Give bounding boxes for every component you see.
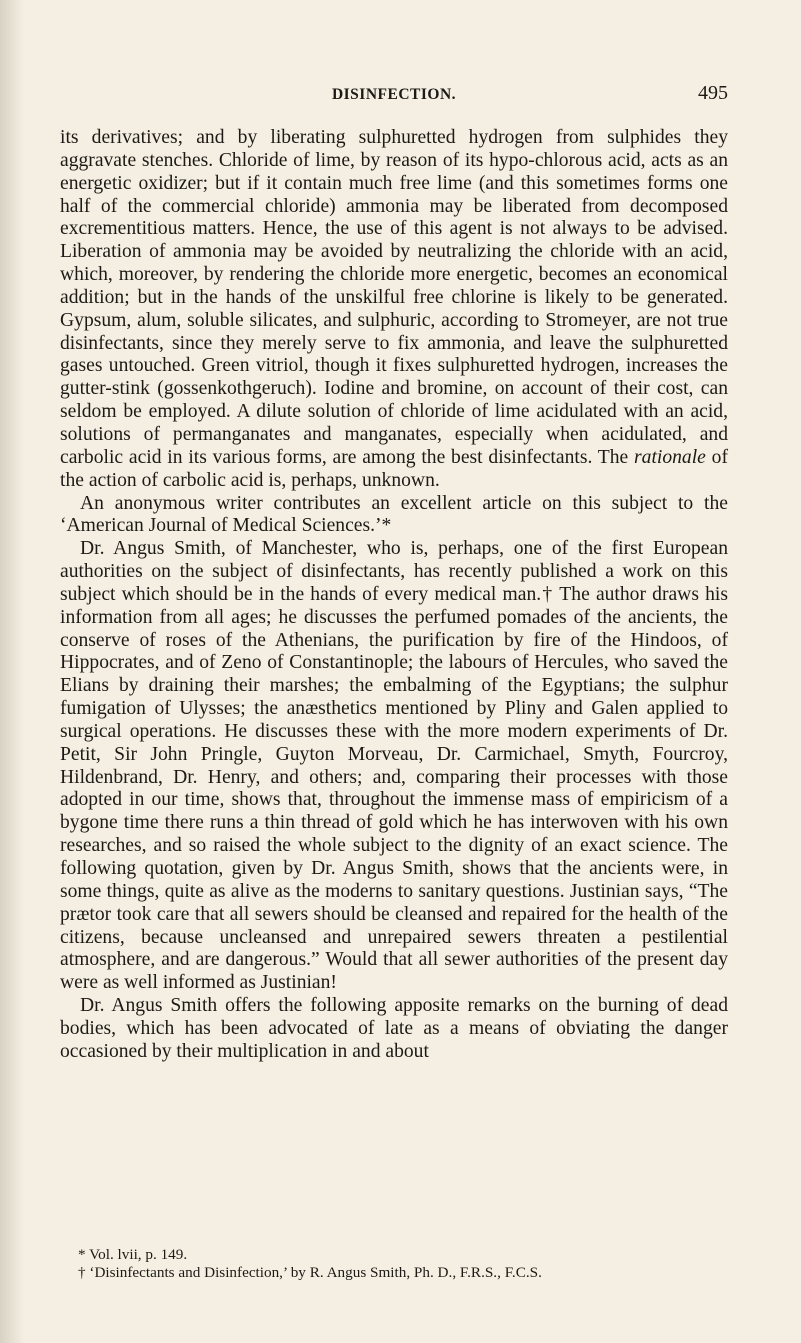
- body-text: [60, 127, 728, 1064]
- running-header: [60, 82, 728, 110]
- page-edge-shadow: [0, 0, 24, 1343]
- page-number: 495: [698, 82, 728, 104]
- paragraph-text: Dr. Angus Smith, of Manchester, who is, perhaps, one of the first European authorities on the subject of disinfectants, has recently published a work on this subject which should be in the hands of every medical man.† The author draws his information from all ages; he discusses the perfumed pomades of the ancients, the conserve of roses of the Athenians, the purification by fire of the Hindoos, of Hippocrates, and of Zeno of Constantinople; the labours of Hercules, who saved the Elians by draining their marshes; the embalming of the Egyptians; the sulphur fumigation of Ulysses; the anæsthetics mentioned by Pliny and Galen applied to surgical operations. He discusses these with the more modern experiments of Dr. Petit, Sir John Pringle, Guyton Morveau, Dr. Carmichael, Smyth, Fourcroy, Hildenbrand, Dr. Henry, and others; and, comparing their processes with those adopted in our time, shows that, throughout the immense mass of empiricism of a bygone time there runs a thin thread of gold which he has interwoven with his own researches, and so raised the whole subject to the dignity of an exact science. The following quotation, given by Dr. Angus Smith, shows that the ancients were, in some things, quite as alive as the moderns to sanitary questions. Justinian says, “The prætor took care that all sewers should be cleansed and repaired for the health of the citizens, because uncleansed and unrepaired sewers threaten a pestilential atmosphere, and are dangerous.” Would that all sewer authorities of the present day were as well informed as Justinian!: [60, 538, 728, 994]
- paragraph-text: of the action of carbolic acid is, perhaps, unknown.: [60, 446, 728, 491]
- footnote: * Vol. lvii, p. 149.: [78, 1246, 188, 1263]
- paragraph-text: its derivatives; and by liberating sulphuretted hydrogen from sulphides they aggravate stenches. Chloride of lime, by reason of its hypo-chlorous acid, acts as an energetic oxidizer; but if it contain much free lime (and this sometimes forms one half of the commercial chloride) ammonia may be liberated from decomposed excrementitious matters. Hence, the use of this agent is not always to be advised. Liberation of ammonia may be avoided by neutralizing the chloride with an acid, which, moreover, by rendering the chloride more energetic, becomes an economical addition; but in the hands of the unskilful free chlorine is likely to be generated. Gypsum, alum, soluble silicates, and sulphuric, according to Stromeyer, are not true disinfectants, since they merely serve to fix ammonia, and leave the sulphuretted gases untouched. Green vitriol, though it fixes sulphuretted hydrogen, increases the gutter-stink (gossenkothgeruch). Iodine and bromine, on account of their cost, can seldom be employed. A dilute solution of chloride of lime acidulated with an acid, solutions of permanganates and manganates, especially when acidulated, and carbolic acid in its various forms, are among the best disinfectants. The: [60, 127, 728, 468]
- paragraph-text: An anonymous writer contributes an excellent article on this subject to the ‘American Journal of Medical Sciences.’*: [60, 492, 728, 537]
- footnote: † ‘Disinfectants and Disinfection,’ by R. Angus Smith, Ph. D., F.R.S., F.C.S.: [78, 1264, 542, 1281]
- paragraph: [60, 493, 728, 539]
- italic-text: rationale: [634, 446, 706, 468]
- header-title: DISINFECTION.: [331, 86, 457, 103]
- footnotes: [60, 1246, 728, 1282]
- paragraph: [60, 127, 728, 493]
- paragraph: [60, 995, 728, 1064]
- paragraph-text: Dr. Angus Smith offers the following apposite remarks on the burning of dead bodies, which has been advocated of late as a means of obviating the danger occasioned by their multiplication in and about: [60, 995, 728, 1062]
- paragraph: [60, 538, 728, 995]
